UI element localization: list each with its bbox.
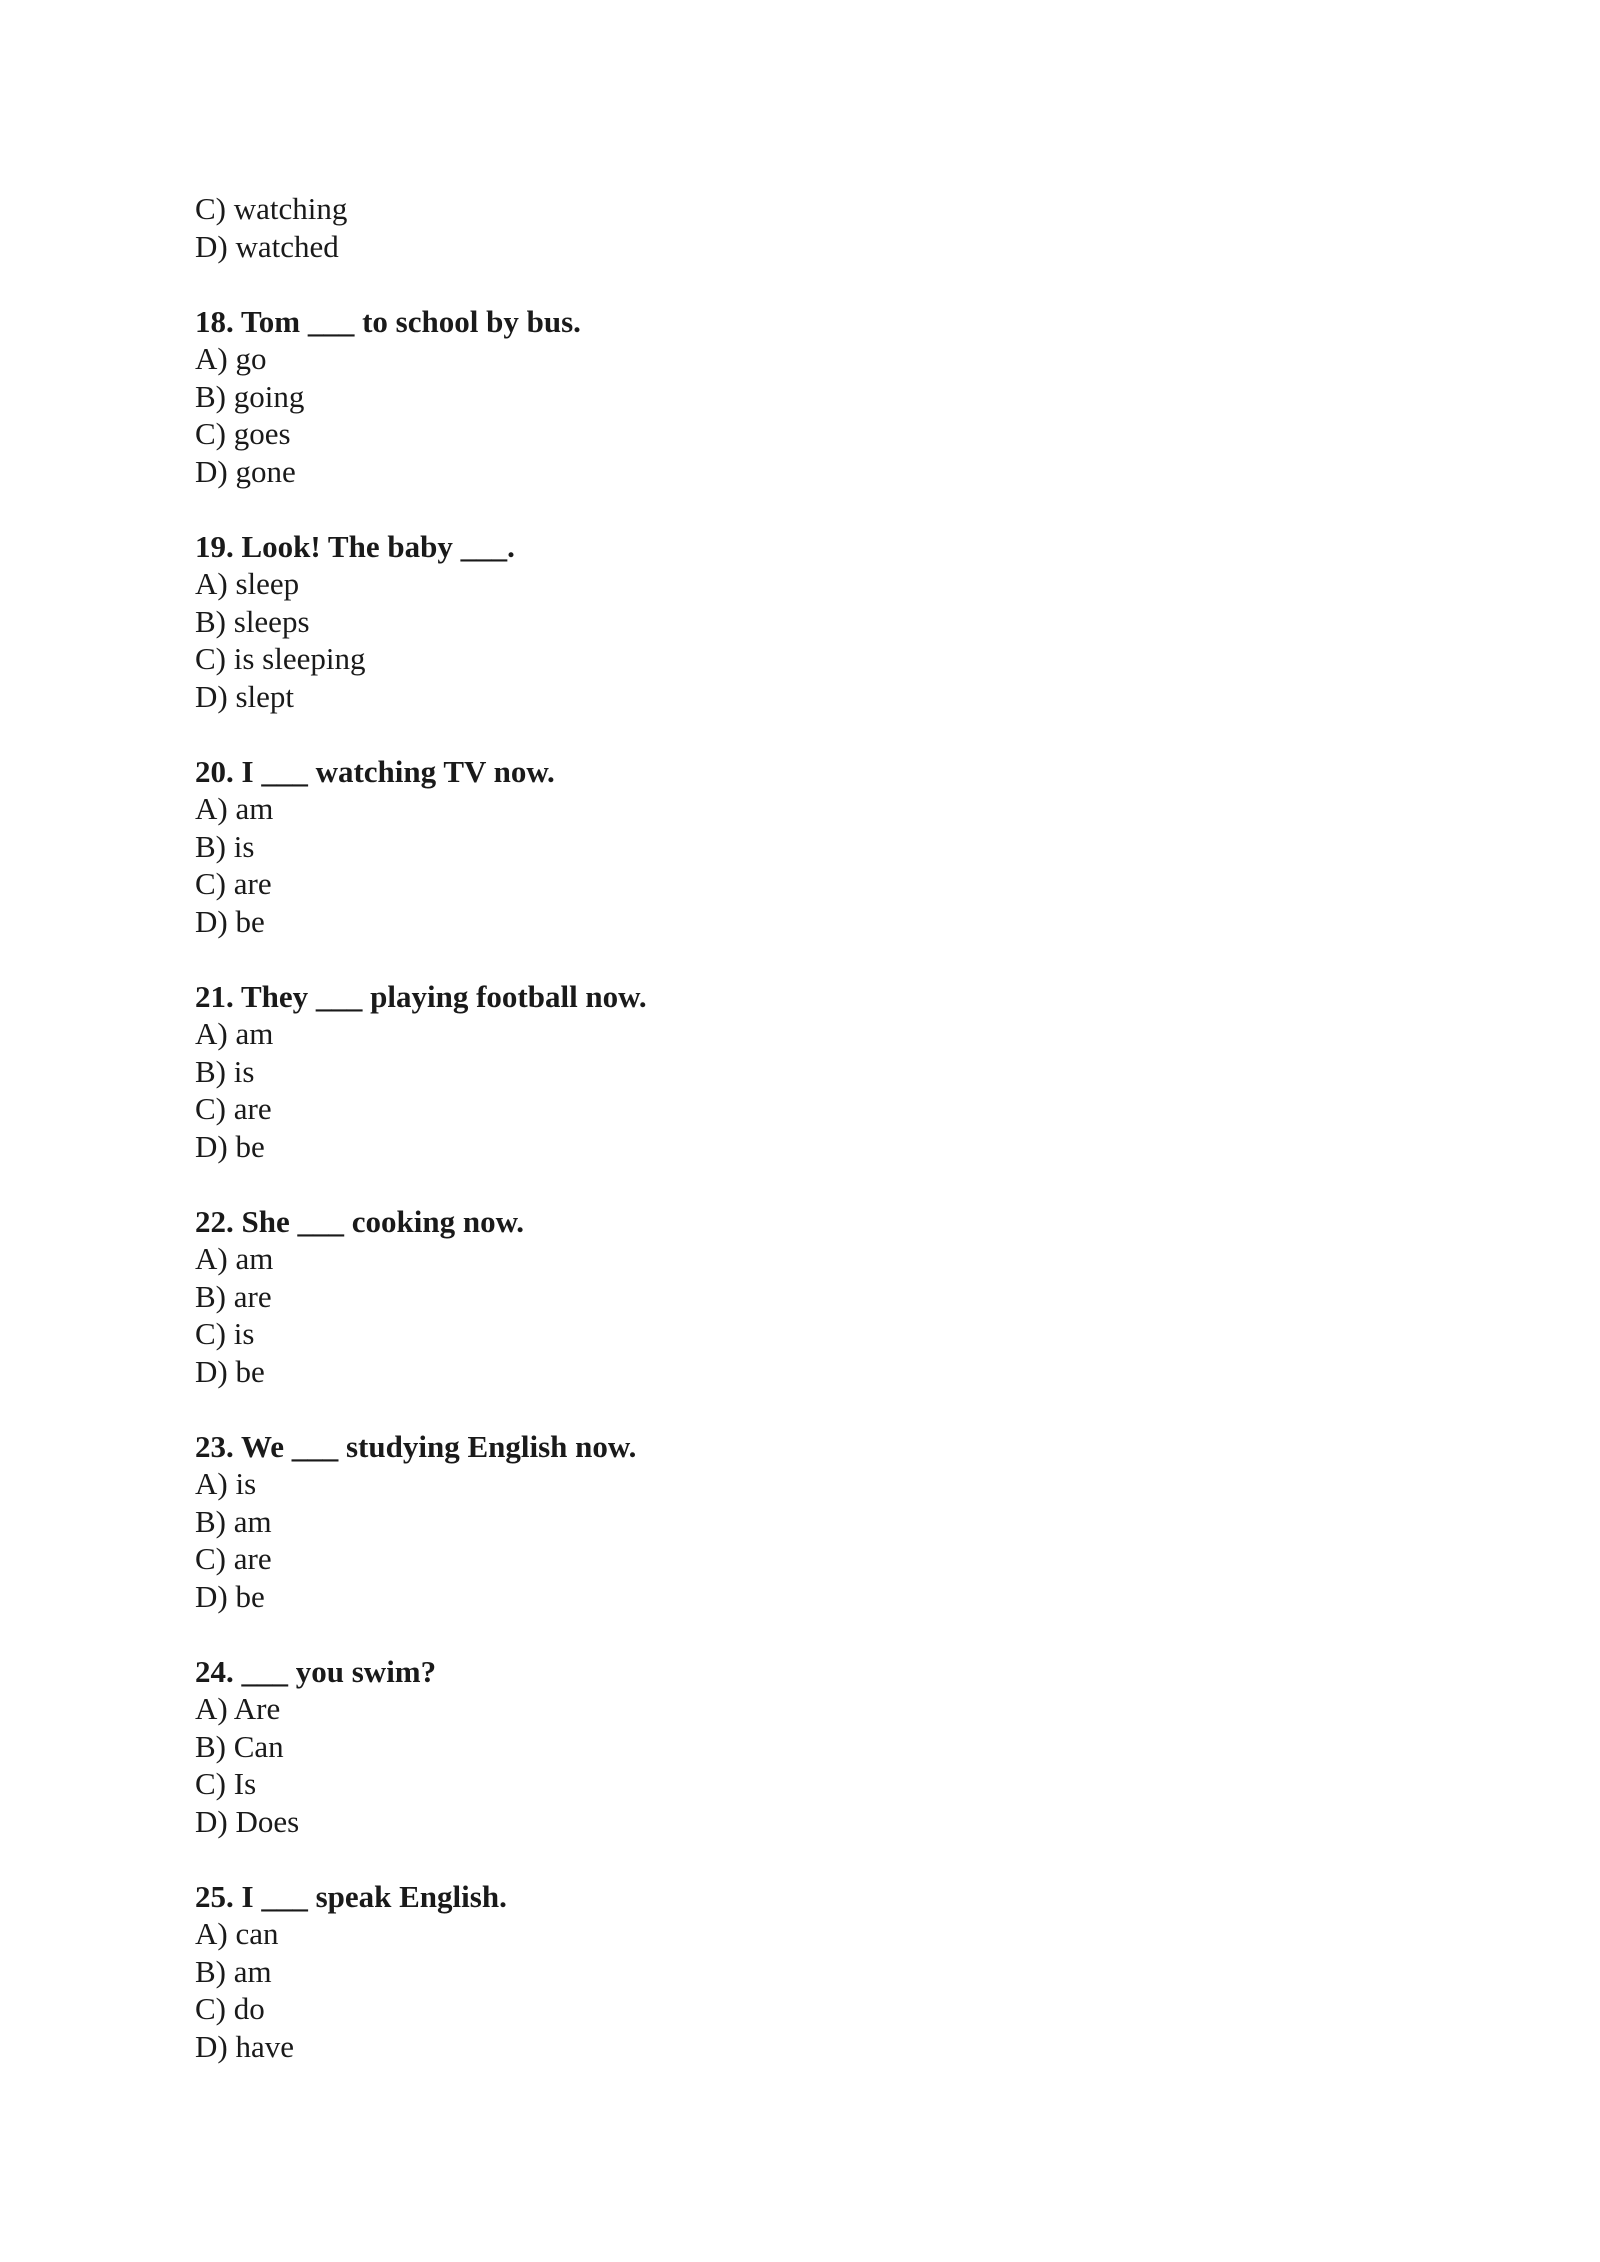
spacer (195, 490, 1495, 528)
question-24 (195, 1653, 1495, 1841)
question-text: 24. ___ you swim? (195, 1653, 437, 1689)
option-line: C) are (195, 866, 272, 901)
option-line: A) am (195, 1016, 274, 1051)
spacer (195, 1165, 1495, 1203)
question-text: 18. Tom ___ to school by bus. (195, 303, 581, 339)
option-line: A) can (195, 1916, 279, 1951)
spacer (195, 940, 1495, 978)
option-line: B) am (195, 1953, 272, 1989)
option-line: C) is sleeping (195, 641, 366, 676)
option-line: B) are (195, 1278, 272, 1314)
document-page (195, 190, 1495, 2065)
question-text: 20. I ___ watching TV now. (195, 753, 555, 789)
question-text: 21. They ___ playing football now. (195, 978, 647, 1014)
question-25 (195, 1878, 1495, 2066)
spacer (195, 1840, 1495, 1878)
option-line: B) sleeps (195, 603, 310, 639)
option-line: D) be (195, 1128, 265, 1164)
spacer (195, 1615, 1495, 1653)
option-line: A) am (195, 791, 274, 826)
option-line: C) are (195, 1541, 272, 1576)
option-line: D) watched (195, 228, 339, 264)
option-line: A) Are (195, 1691, 281, 1726)
option-line: A) am (195, 1241, 274, 1276)
question-23 (195, 1428, 1495, 1616)
question-20 (195, 753, 1495, 941)
option-line: A) go (195, 341, 267, 376)
option-line: B) Can (195, 1728, 284, 1764)
option-line: D) slept (195, 678, 295, 714)
question-text: 19. Look! The baby ___. (195, 528, 515, 564)
spacer (195, 265, 1495, 303)
option-line: D) gone (195, 453, 296, 489)
question-19 (195, 528, 1495, 716)
option-line: A) is (195, 1466, 257, 1501)
option-line: D) be (195, 903, 265, 939)
option-line: D) be (195, 1578, 265, 1614)
option-line: D) be (195, 1353, 265, 1389)
option-line: C) goes (195, 416, 291, 451)
question-22 (195, 1203, 1495, 1391)
question-text: 23. We ___ studying English now. (195, 1428, 637, 1464)
option-line: B) is (195, 1053, 255, 1089)
option-line: C) Is (195, 1766, 257, 1801)
option-line: D) have (195, 2028, 294, 2064)
question-text: 22. She ___ cooking now. (195, 1203, 525, 1239)
option-line: C) watching (195, 191, 348, 226)
spacer (195, 715, 1495, 753)
option-line: A) sleep (195, 566, 300, 601)
continuation-options (195, 190, 1495, 265)
spacer (195, 1390, 1495, 1428)
option-line: D) Does (195, 1803, 300, 1839)
option-line: C) are (195, 1091, 272, 1126)
option-line: B) is (195, 828, 255, 864)
question-text: 25. I ___ speak English. (195, 1878, 507, 1914)
option-line: C) do (195, 1991, 265, 2026)
question-18 (195, 303, 1495, 491)
option-line: B) going (195, 378, 305, 414)
option-line: C) is (195, 1316, 255, 1351)
option-line: B) am (195, 1503, 272, 1539)
question-21 (195, 978, 1495, 1166)
